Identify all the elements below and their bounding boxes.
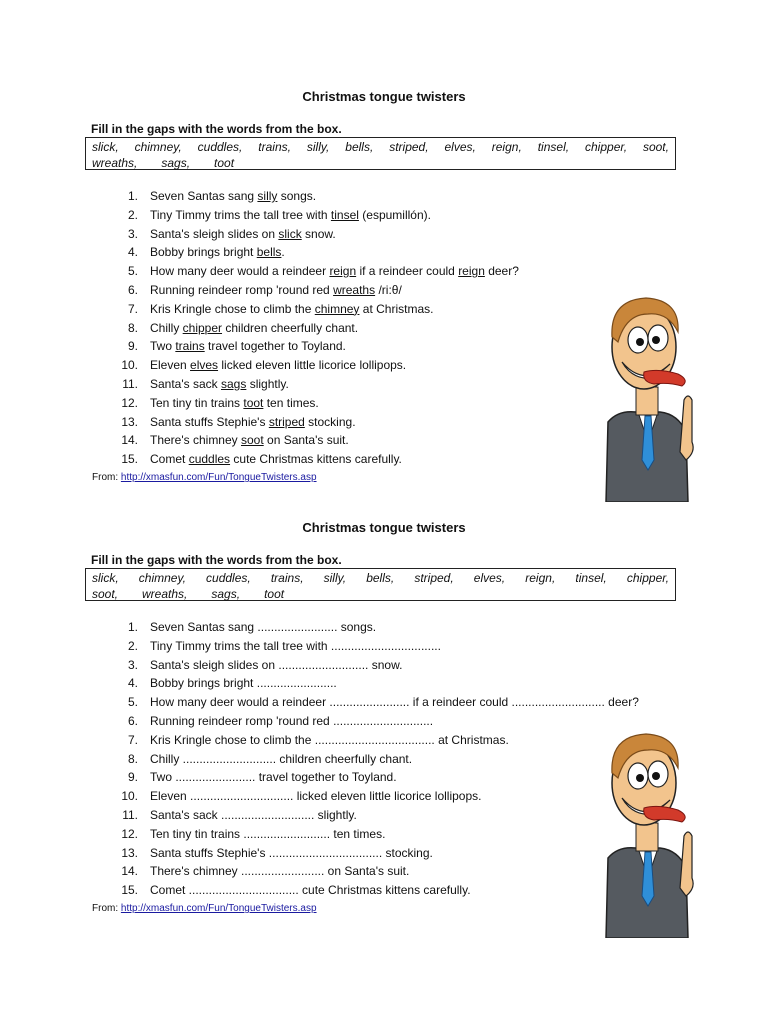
item-text: Chilly ............................ children cheerfully chant.: [150, 751, 413, 766]
list-item: [112, 394, 519, 413]
source-line: [92, 903, 317, 914]
item-number: 4.: [127, 245, 138, 260]
box-word: silly,: [323, 571, 347, 585]
item-text: Bobby brings bright bells.: [150, 245, 285, 260]
list-item: [112, 862, 639, 881]
item-number: 13.: [121, 414, 138, 429]
box-word: tinsel,: [575, 571, 607, 585]
item-text: Eleven ............................... licked eleven little licorice lollipops.: [150, 789, 482, 804]
list-item: [112, 806, 639, 825]
answer-word: elves: [190, 358, 219, 373]
answer-word: reign: [329, 264, 357, 279]
item-number: 15.: [121, 883, 138, 898]
item-text: Eleven elves licked eleven little licorice lollipops.: [150, 358, 407, 373]
list-item: [112, 356, 519, 375]
item-text: Kris Kringle chose to climb the .................................... at Christmas.: [150, 732, 509, 747]
word-box: [85, 137, 676, 170]
list-item: [112, 618, 639, 637]
worksheet-instruction: Fill in the gaps with the words from the box.: [91, 553, 342, 567]
word-box-row: [92, 139, 669, 155]
list-item: [112, 825, 639, 844]
box-word: slick,: [92, 571, 119, 585]
answer-word: striped: [268, 414, 305, 429]
item-number: 11.: [122, 807, 138, 822]
word-box: [85, 568, 676, 601]
answer-word: toot: [243, 395, 264, 410]
list-item: [112, 319, 519, 338]
item-number: 11.: [122, 376, 138, 391]
cartoon-man-icon: [598, 292, 698, 502]
list-item: [112, 768, 639, 787]
item-text: Ten tiny tin trains .......................... ten times.: [150, 826, 386, 841]
item-text: Santa's sack sags slightly.: [150, 376, 289, 391]
item-text: There's chimney soot on Santa's suit.: [150, 433, 349, 448]
item-number: 15.: [121, 452, 138, 467]
box-word: reign,: [525, 571, 556, 585]
box-word: chipper,: [626, 571, 669, 585]
item-number: 9.: [127, 770, 138, 785]
worksheet-title: Christmas tongue twisters: [302, 520, 466, 535]
item-number: 12.: [121, 826, 138, 841]
item-number: 9.: [127, 339, 138, 354]
item-number: 5.: [127, 695, 138, 710]
list-item: [112, 225, 519, 244]
list-item: [112, 674, 639, 693]
word-box-row: [92, 155, 669, 171]
answer-word: soot: [241, 433, 264, 448]
item-text: Chilly chipper children cheerfully chant.: [150, 320, 359, 335]
list-item: [112, 337, 519, 356]
item-number: 2.: [127, 638, 138, 653]
list-item: [112, 731, 639, 750]
item-number: 3.: [127, 226, 138, 241]
box-word: trains,: [258, 140, 291, 154]
box-word: elves,: [444, 140, 476, 154]
box-word: toot: [264, 587, 285, 601]
item-text: Seven Santas sang silly songs.: [150, 189, 317, 203]
item-text: Santa's sleigh slides on ........................... snow.: [150, 657, 403, 672]
item-number: 2.: [127, 207, 138, 222]
box-word: sags,: [211, 587, 241, 601]
list-item: [112, 712, 639, 731]
item-number: 4.: [127, 676, 138, 691]
item-number: 1.: [127, 189, 138, 203]
item-number: 6.: [127, 282, 138, 297]
answer-word: trains: [175, 339, 205, 354]
list-item: [112, 787, 639, 806]
item-text: Comet ................................. cute Christmas kittens carefully.: [150, 883, 471, 898]
box-word: tinsel,: [537, 140, 570, 154]
worksheet-title: Christmas tongue twisters: [302, 89, 466, 104]
item-text: Santa stuffs Stephie's .................................. stocking.: [150, 845, 433, 860]
answer-word: sags: [221, 376, 247, 391]
item-text: Running reindeer romp 'round red wreaths /ri:θ/: [150, 282, 402, 297]
answer-word: chipper: [182, 320, 223, 335]
item-text: There's chimney ......................... on Santa's suit.: [150, 864, 410, 879]
box-word: cuddles,: [197, 140, 243, 154]
item-text: Bobby brings bright ........................: [150, 676, 337, 691]
box-word: reign,: [491, 140, 522, 154]
answer-word: cuddles: [188, 452, 231, 467]
box-word: bells,: [345, 140, 374, 154]
item-number: 8.: [127, 320, 138, 335]
source-link[interactable]: http://xmasfun.com/Fun/TongueTwisters.asp: [120, 903, 317, 914]
item-text: Tiny Timmy trims the tall tree with tinsel (espumillón).: [150, 207, 431, 222]
gap-fill-list: [112, 618, 639, 900]
box-word: striped,: [389, 140, 429, 154]
list-item: [112, 844, 639, 863]
box-word: slick,: [92, 140, 119, 154]
box-word: chimney,: [134, 140, 182, 154]
list-item: [112, 187, 519, 206]
box-word: soot,: [92, 587, 119, 601]
list-item: [112, 693, 639, 712]
item-text: Kris Kringle chose to climb the chimney at Christmas.: [150, 301, 434, 316]
item-text: Santa's sleigh slides on slick snow.: [150, 226, 336, 241]
word-box-row: [92, 570, 669, 586]
box-word: sags,: [161, 156, 191, 170]
list-item: [112, 243, 519, 262]
box-word: elves,: [473, 571, 506, 585]
item-text: Two trains travel together to Toyland.: [150, 339, 346, 354]
item-number: 3.: [127, 657, 138, 672]
answer-word: slick: [278, 226, 302, 241]
source-label: From:: [92, 903, 121, 914]
item-number: 13.: [121, 845, 138, 860]
box-word: toot: [214, 156, 235, 170]
box-word: soot,: [642, 140, 669, 154]
item-number: 6.: [127, 713, 138, 728]
item-number: 10.: [121, 789, 138, 804]
word-box-row: [92, 586, 669, 602]
answer-word: bells: [256, 245, 282, 260]
list-item: [112, 413, 519, 432]
list-item: [112, 281, 519, 300]
item-text: Santa stuffs Stephie's striped stocking.: [150, 414, 356, 429]
box-word: cuddles,: [206, 571, 251, 585]
list-item: [112, 206, 519, 225]
item-text: Seven Santas sang ........................ songs.: [150, 620, 377, 634]
worksheet-instruction: Fill in the gaps with the words from the box.: [91, 122, 342, 136]
item-text: How many deer would a reindeer ........................ if a reindeer could ............................ deer?: [150, 695, 639, 710]
box-word: wreaths,: [142, 587, 188, 601]
item-number: 14.: [121, 433, 138, 448]
box-word: wreaths,: [92, 156, 138, 170]
box-word: silly,: [306, 140, 330, 154]
item-number: 1.: [127, 620, 138, 634]
answer-word: silly: [257, 189, 278, 203]
item-text: Comet cuddles cute Christmas kittens carefully.: [150, 452, 402, 467]
list-item: [112, 300, 519, 319]
item-number: 12.: [121, 395, 138, 410]
item-number: 7.: [127, 732, 138, 747]
answer-word: tinsel: [330, 207, 359, 222]
item-text: Santa's sack ............................ slightly.: [150, 807, 357, 822]
item-text: Ten tiny tin trains toot ten times.: [150, 395, 319, 410]
answer-word: wreaths: [333, 282, 376, 297]
list-item: [112, 750, 639, 769]
tongue-twister-list: [112, 187, 519, 469]
item-text: Running reindeer romp 'round red ..............................: [150, 713, 434, 728]
box-word: trains,: [270, 571, 304, 585]
list-item: [112, 881, 639, 900]
box-word: bells,: [366, 571, 395, 585]
cartoon-man-icon: [598, 728, 698, 938]
box-word: chimney,: [138, 571, 186, 585]
source-label: From:: [92, 472, 121, 483]
item-text: How many deer would a reindeer reign if a reindeer could reign deer?: [150, 264, 519, 279]
box-word: chipper,: [585, 140, 628, 154]
answer-word: chimney: [314, 301, 360, 316]
source-link[interactable]: http://xmasfun.com/Fun/TongueTwisters.asp: [120, 472, 317, 483]
item-text: Tiny Timmy trims the tall tree with .................................: [150, 638, 441, 653]
list-item: [112, 637, 639, 656]
item-text: Two ........................ travel together to Toyland.: [150, 770, 397, 785]
list-item: [112, 262, 519, 281]
item-number: 8.: [127, 751, 138, 766]
answer-word: reign: [458, 264, 485, 279]
item-number: 7.: [127, 301, 138, 316]
list-item: [112, 656, 639, 675]
list-item: [112, 375, 519, 394]
box-word: striped,: [414, 571, 454, 585]
item-number: 10.: [121, 358, 138, 373]
item-number: 5.: [127, 264, 138, 279]
item-number: 14.: [121, 864, 138, 879]
